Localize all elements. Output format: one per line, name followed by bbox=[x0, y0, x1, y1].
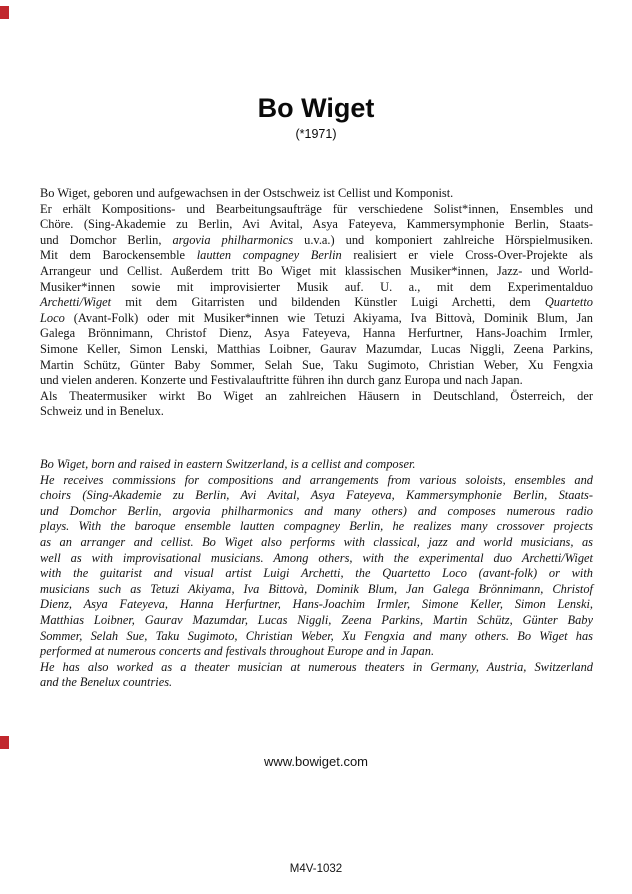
bio-line bbox=[40, 404, 593, 420]
bio-text: and the Benelux countries. bbox=[40, 675, 173, 690]
bio-text: choirs (Sing-Akademie zu Berlin, Avi Avital, Asya Fateyeva, Kammersymphonie Berlin, Staats- bbox=[40, 488, 593, 503]
red-registration-mark-top bbox=[0, 6, 9, 19]
bio-line bbox=[40, 582, 593, 598]
bio-text: plays. With the baroque ensemble lautten compagney Berlin, he realizes many crossover projects bbox=[40, 519, 593, 534]
bio-text-italic: Archetti/Wiget bbox=[40, 295, 112, 310]
bio-text: Chöre. (Sing-Akademie zu Berlin, Avi Avital, Asya Fateyeva, Kammersymphonie Berlin, Staats- bbox=[40, 217, 593, 232]
bio-line bbox=[40, 519, 593, 535]
bio-line bbox=[40, 248, 593, 264]
bio-line bbox=[40, 488, 593, 504]
bio-text: realisiert er viele Cross-Over-Projekte als bbox=[341, 248, 593, 263]
bio-text: musicians such as Tetuzi Akiyama, Iva Bittovà, Dominik Blum, Jan Galega Brönnimann, Christof bbox=[40, 581, 593, 596]
bio-text: und Domchor Berlin, argovia philharmonics and many others) and composes numerous radio bbox=[40, 503, 593, 518]
bio-text: mit dem Gitarristen und bildenden Künstler Luigi Archetti, dem bbox=[111, 295, 545, 310]
bio-line bbox=[40, 202, 593, 218]
bio-line bbox=[40, 342, 593, 358]
bio-text: Bo Wiget, geboren und aufgewachsen in der Ostschweiz ist Cellist und Komponist. bbox=[40, 186, 454, 200]
bio-line bbox=[40, 644, 593, 660]
bio-text: as an arranger and cellist. Bo Wiget also performs with classical, jazz and world musicians, as bbox=[40, 534, 593, 549]
bio-text-italic: lautten compagney Berlin bbox=[196, 248, 342, 263]
bio-line bbox=[40, 326, 593, 342]
bio-text: He has also worked as a theater musician at numerous theaters in Germany, Austria, Switzerland bbox=[40, 659, 593, 674]
bio-text: performed at numerous concerts and festivals throughout Europe and in Japan. bbox=[40, 644, 435, 659]
bio-text: Arrangeur und Cellist. Außerdem tritt Bo Wiget mit klassischen Musiker*innen, Jazz- und World- bbox=[40, 263, 593, 278]
bio-line bbox=[40, 233, 593, 249]
bio-text: Simone Keller, Simon Lenski, Matthias Loibner, Gaurav Mazumdar, Lucas Niggli, Zeena Parkins, bbox=[40, 341, 593, 356]
bio-line bbox=[40, 457, 593, 473]
bio-text: Als Theatermusiker wirkt Bo Wiget an zahlreichen Häusern in Deutschland, Österreich, der bbox=[40, 388, 593, 403]
bio-line bbox=[40, 473, 593, 489]
bio-text: Bo Wiget, born and raised in eastern Switzerland, is a cellist and composer. bbox=[40, 457, 416, 471]
bio-text: und vielen anderen. Konzerte und Festivalauftritte führen ihn durch ganz Europa und nach Japan. bbox=[40, 373, 523, 388]
bio-line bbox=[40, 660, 593, 676]
bio-line bbox=[40, 629, 593, 645]
bio-text-italic: Loco bbox=[40, 310, 65, 325]
bio-text: Sommer, Selah Sue, Taku Sugimoto, Christian Weber, Xu Fengxia and many others. Bo Wiget has bbox=[40, 628, 593, 643]
bio-text: Dienz, Asya Fateyeva, Hanna Herfurtner, Hans-Joachim Irmler, Simone Keller, Simon Lenski, bbox=[40, 597, 593, 612]
bio-line bbox=[40, 675, 593, 691]
bio-line bbox=[40, 613, 593, 629]
bio-line bbox=[40, 264, 593, 280]
bio-text: u.v.a.) und komponiert zahlreiche Hörspielmusiken. bbox=[293, 232, 593, 247]
bio-text: Schweiz und in Benelux. bbox=[40, 404, 164, 419]
bio-text: Musiker*innen sowie mit improvisierter Musik auf. U. a., mit dem Experimentalduo bbox=[40, 279, 593, 294]
bio-line bbox=[40, 311, 593, 327]
red-registration-mark-bottom bbox=[0, 736, 9, 749]
bio-text: Mit dem Barockensemble bbox=[40, 248, 197, 263]
bio-text: Galega Brönnimann, Christof Dienz, Asya Fateyeva, Hanna Herfurtner, Hans-Joachim Irmler, bbox=[40, 326, 593, 341]
bio-line bbox=[40, 566, 593, 582]
bio-line bbox=[40, 373, 593, 389]
bio-line bbox=[40, 389, 593, 405]
bio-line bbox=[40, 551, 593, 567]
bio-line bbox=[40, 597, 593, 613]
document-code: M4V-1032 bbox=[289, 863, 343, 875]
bio-text: He receives commissions for compositions and arrangements from various soloists, ensembles and bbox=[40, 472, 593, 487]
bio-text: Matthias Loibner, Gaurav Mazumdar, Lucas Niggli, Zeena Parkins, Martin Schütz, Günter Baby bbox=[40, 612, 593, 627]
bio-line bbox=[40, 295, 593, 311]
bio-text-italic: Quartetto bbox=[544, 295, 593, 310]
bio-line bbox=[40, 186, 593, 202]
bio-line bbox=[40, 358, 593, 374]
bio-text: und Domchor Berlin, bbox=[40, 232, 173, 247]
bio-line bbox=[40, 535, 593, 551]
bio-line bbox=[40, 504, 593, 520]
bio-text: Er erhält Kompositions- und Bearbeitungsaufträge für verschiedene Solist*innen, Ensembles und bbox=[40, 201, 593, 216]
website-url: www.bowiget.com bbox=[263, 754, 369, 769]
bio-text: with the guitarist and visual artist Luigi Archetti, the Quartetto Loco (avant-folk) or with bbox=[40, 566, 593, 581]
bio-text-italic: argovia philharmonics bbox=[172, 232, 294, 247]
birth-year-subtitle: (*1971) bbox=[295, 127, 337, 141]
bio-text: (Avant-Folk) oder mit Musiker*innen wie Tetuzi Akiyama, Iva Bittovà, Dominik Blum, Jan bbox=[64, 310, 593, 325]
english-biography-paragraph bbox=[40, 457, 593, 691]
bio-line bbox=[40, 280, 593, 296]
page-title: Bo Wiget bbox=[257, 93, 375, 123]
bio-text: Martin Schütz, Günter Baby Sommer, Selah Sue, Taku Sugimoto, Christian Weber, Xu Fengxia bbox=[40, 357, 593, 372]
bio-text: well as with improvisational musicians. Among others, with the experimental duo Archetti/Wiget bbox=[40, 550, 593, 565]
bio-line bbox=[40, 217, 593, 233]
german-biography-paragraph bbox=[40, 186, 593, 420]
